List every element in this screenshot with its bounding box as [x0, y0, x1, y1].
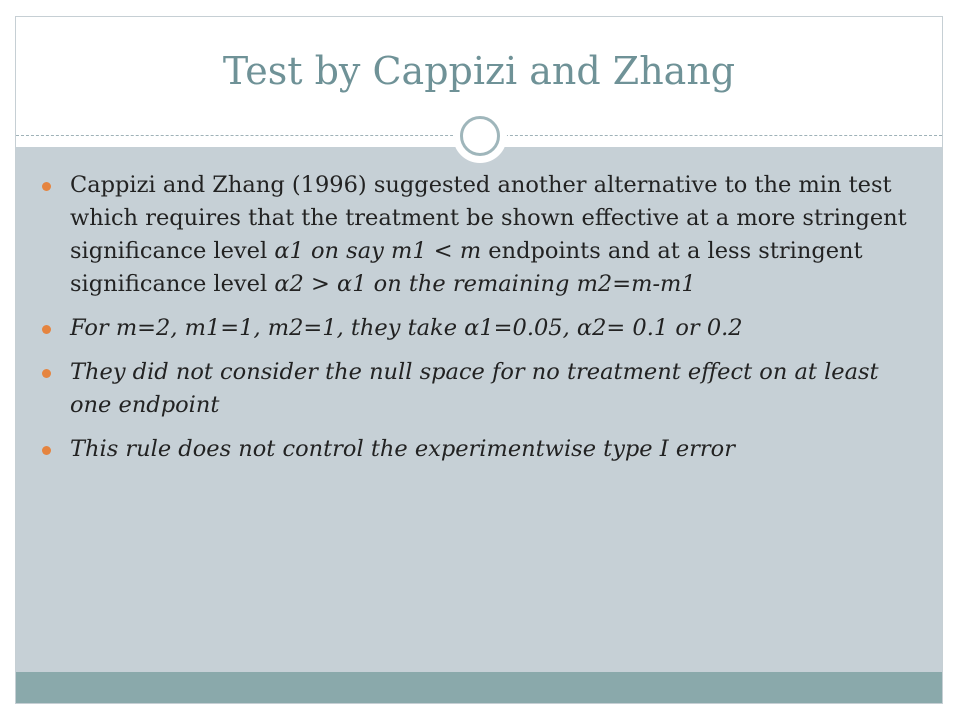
- footer-band: [16, 672, 942, 704]
- slide: [15, 16, 943, 704]
- bullet-dot-icon: [42, 446, 51, 455]
- bullet-text-segment: Cappizi and Zhang (1996) suggested another alternative to the min test which requires that the treatment be shown effective at a more stringent significance level: [70, 172, 907, 264]
- bullet-dot-icon: [42, 182, 51, 191]
- bullet-item: [40, 356, 920, 422]
- bullet-text-segment: <: [426, 238, 460, 264]
- bullet-dot-icon: [42, 369, 51, 378]
- bullet-list: [40, 169, 920, 477]
- bullet-text-segment: endpoints and at a less stringent significance level: [70, 238, 863, 297]
- ring-ornament-icon: [453, 109, 507, 163]
- bullet-text-segment: m: [459, 238, 482, 264]
- bullet-text: This rule does not control the experimentwise type I error: [70, 436, 735, 462]
- slide-title: Test by Cappizi and Zhang: [222, 49, 736, 93]
- bullet-text: For m=2, m1=1, m2=1, they take α1=0.05, α2= 0.1 or 0.2: [70, 315, 743, 341]
- bullet-text-segment: >: [303, 271, 337, 297]
- bullet-item: [40, 169, 920, 301]
- bullet-text: [70, 172, 907, 297]
- bullet-text-segment: α2: [274, 271, 304, 297]
- bullet-item: [40, 312, 920, 345]
- bullet-text: They did not consider the null space for no treatment effect on at least one endpoint: [70, 359, 879, 418]
- bullet-text-segment: α1 on say m1: [274, 238, 427, 264]
- bullet-text-segment: α1 on the remaining m2=m-m1: [337, 271, 696, 297]
- bullet-dot-icon: [42, 325, 51, 334]
- ring-inner: [460, 116, 500, 156]
- bullet-item: [40, 433, 920, 466]
